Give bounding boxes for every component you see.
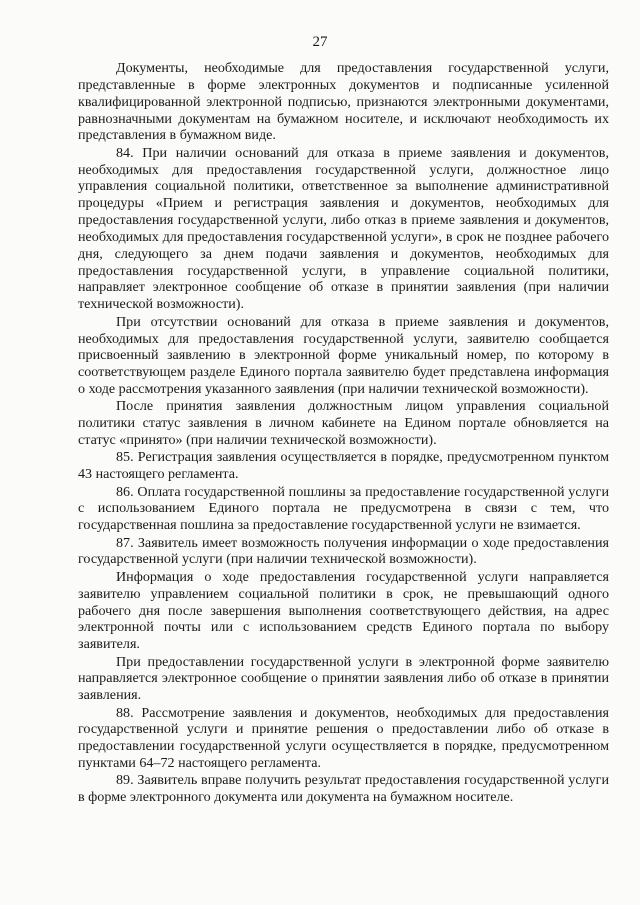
paragraph: После принятия заявления должностным лицом управления социальной политики статус заявления в личном кабинете на Едином портале обновляется на статус «принято» (при наличии технической возможности). — [78, 398, 609, 449]
document-body — [78, 60, 609, 806]
page-number: 27 — [312, 34, 328, 50]
paragraph: 89. Заявитель вправе получить результат предоставления государственной услуги в форме электронного документа или документа на бумажном носителе. — [78, 772, 609, 806]
paragraph: 85. Регистрация заявления осуществляется в порядке, предусмотренном пунктом 43 настоящего регламента. — [78, 449, 609, 483]
paragraph: При предоставлении государственной услуги в электронной форме заявителю направляется электронное сообщение о принятии заявления либо об отказе в принятии заявления. — [78, 653, 609, 704]
paragraph: Документы, необходимые для предоставления государственной услуги, представленные в форме электронных документов и подписанные усиленной квалифицированной электронной подписью, признаются электронными документами, равнозначными документам на бумажном носителе, и исключают необходимость их представления в бумажном виде. — [78, 60, 609, 144]
paragraph: При отсутствии оснований для отказа в приеме заявления и документов, необходимых для предоставления государственной услуги, заявителю сообщается присвоенный заявлению в электронной форме уникальный номер, по которому в соответствующем разделе Единого портала заявителю будет представлена информация о ходе рассмотрения указанного заявления (при наличии технической возможности). — [78, 313, 609, 398]
paragraph: Информация о ходе предоставления государственной услуги направляется заявителю управлением социальной политики в срок, не превышающий одного рабочего дня после завершения выполнения соответствующего действия, на адрес электронной почты или с использованием средств Единого портала по выбору заявителя. — [78, 568, 609, 653]
paragraph: 88. Рассмотрение заявления и документов, необходимых для предоставления государственной услуги и принятие решения о предоставлении либо об отказе в предоставлении государственной услуги осуществляется в порядке, предусмотренном пунктами 64–72 настоящего регламента. — [78, 704, 609, 772]
paragraph: 84. При наличии оснований для отказа в приеме заявления и документов, необходимых для предоставления государственной услуги, должностное лицо управления социальной политики, ответственное за выполнение административной процедуры «Прием и регистрация заявления и документов, необходимых для предоставления государственной услуги, либо отказ в приеме заявления и документов, необходимых для предоставления государственной услуги», в срок не позднее рабочего дня, следующего за днем подачи заявления и документов, необходимых для предоставления государственной услуги, в управление социальной политики, направляет электронное сообщение об отказе в принятии заявления (при наличии технической возможности). — [78, 144, 609, 313]
paragraph: 86. Оплата государственной пошлины за предоставление государственной услуги с использованием Единого портала не предусмотрена в связи с тем, что государственная пошлина за предоставление государственной услуги не взимается. — [78, 483, 609, 534]
paragraph: 87. Заявитель имеет возможность получения информации о ходе предоставления государственной услуги (при наличии технической возможности). — [78, 534, 609, 568]
